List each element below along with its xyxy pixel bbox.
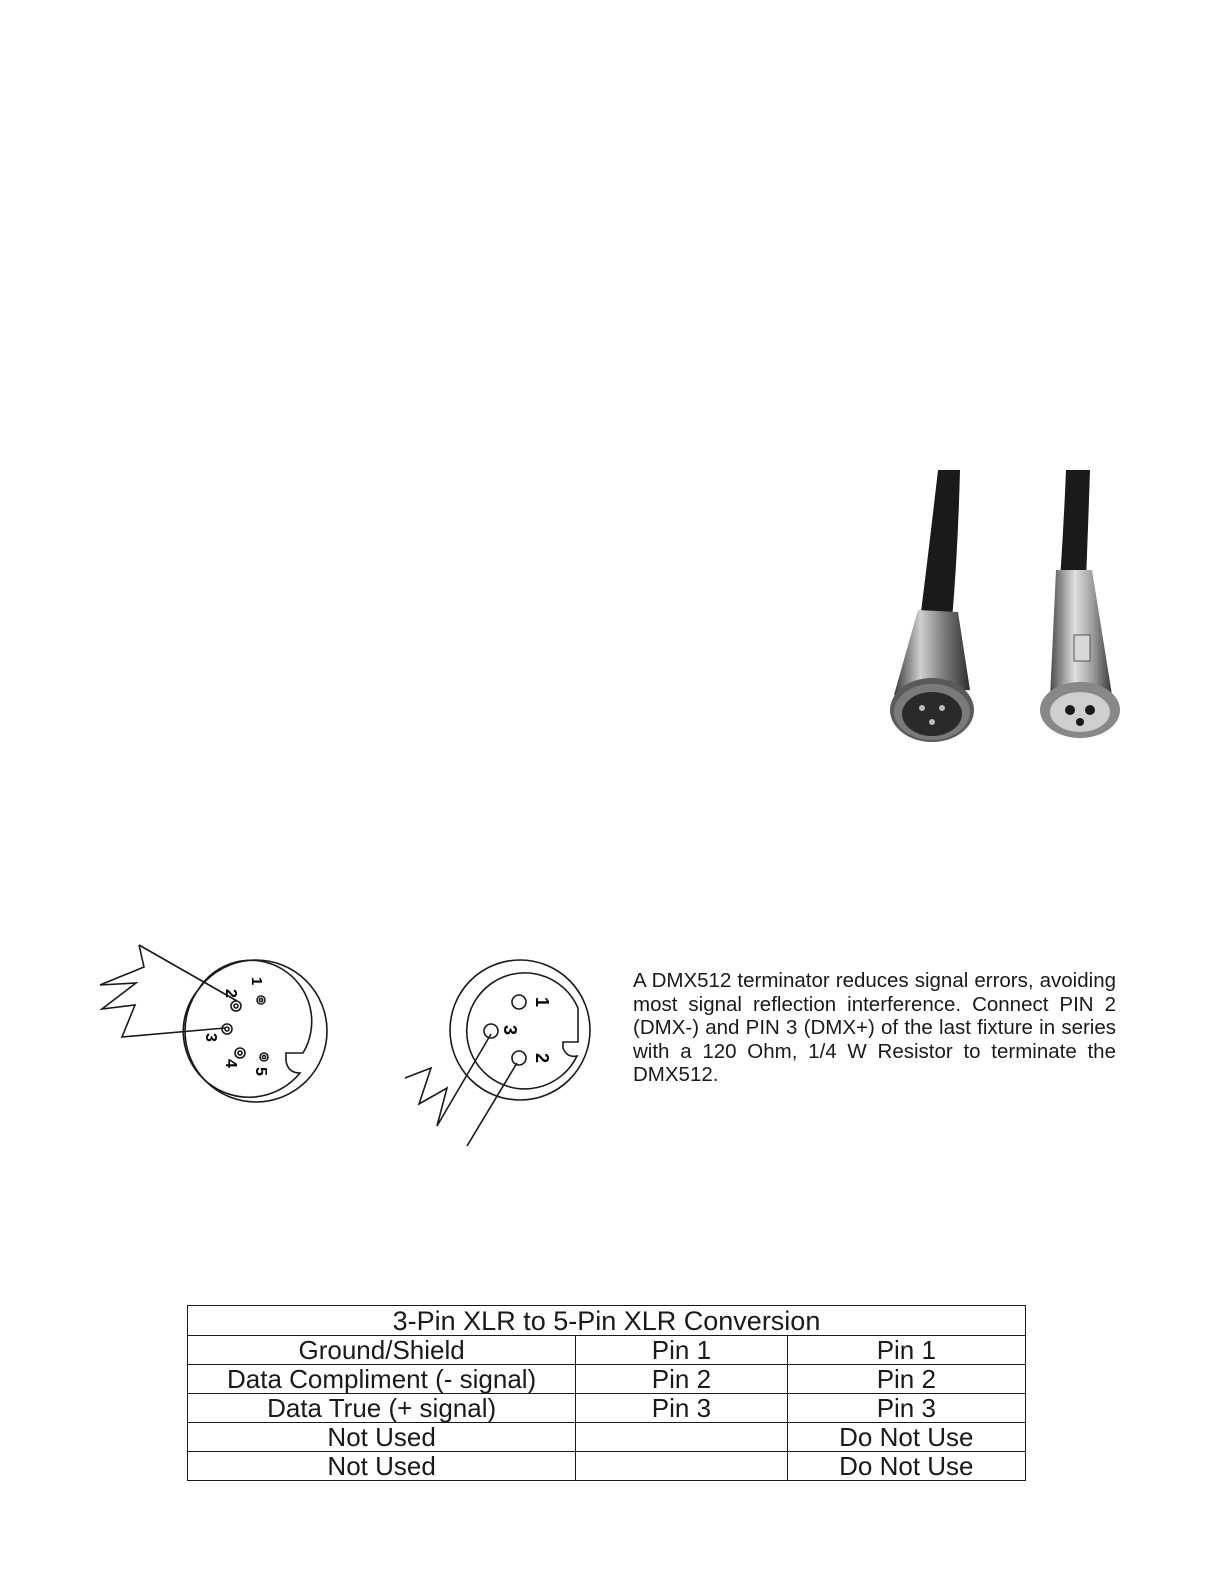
table-cell bbox=[576, 1452, 787, 1481]
table-cell: Pin 1 bbox=[576, 1336, 787, 1365]
xlr-cable-photo bbox=[880, 470, 1160, 780]
table-title-row bbox=[188, 1306, 1026, 1336]
pin3-label-1: 1 bbox=[532, 997, 552, 1008]
xlr-3pin-diagram bbox=[395, 948, 615, 1148]
table-cell: Pin 3 bbox=[576, 1394, 787, 1423]
table-cell: Pin 1 bbox=[787, 1336, 1025, 1365]
conversion-table bbox=[187, 1305, 1026, 1481]
pin5-label-2: 2 bbox=[222, 989, 239, 998]
table-cell: Pin 2 bbox=[787, 1365, 1025, 1394]
table-row bbox=[188, 1423, 1026, 1452]
table-row bbox=[188, 1336, 1026, 1365]
terminator-description: A DMX512 terminator reduces signal errors, avoiding most signal reflection interference. Connect PIN 2 (DMX-) and PIN 3 (DMX+) of the last fixture in series with a 120 Ohm, 1/4 W Resistor to terminate the DMX512. bbox=[633, 969, 1116, 1087]
table-cell: Ground/Shield bbox=[188, 1336, 576, 1365]
table-cell: Pin 3 bbox=[787, 1394, 1025, 1423]
table-row bbox=[188, 1394, 1026, 1423]
table-cell: Do Not Use bbox=[787, 1452, 1025, 1481]
table-cell: Pin 2 bbox=[576, 1365, 787, 1394]
pin5-label-5: 5 bbox=[252, 1067, 269, 1076]
table-row bbox=[188, 1452, 1026, 1481]
table-title: 3-Pin XLR to 5-Pin XLR Conversion bbox=[188, 1306, 1026, 1336]
pin3-label-2: 2 bbox=[532, 1053, 552, 1064]
xlr-5pin-diagram bbox=[90, 935, 350, 1135]
pin5-label-4: 4 bbox=[222, 1059, 239, 1068]
table-cell: Do Not Use bbox=[787, 1423, 1025, 1452]
table-cell: Data Compliment (- signal) bbox=[188, 1365, 576, 1394]
pin5-label-1: 1 bbox=[248, 977, 265, 986]
table-cell: Not Used bbox=[188, 1423, 576, 1452]
table-cell: Not Used bbox=[188, 1452, 576, 1481]
table-cell: Data True (+ signal) bbox=[188, 1394, 576, 1423]
pin3-label-3: 3 bbox=[500, 1025, 520, 1036]
pin5-label-3: 3 bbox=[202, 1033, 219, 1042]
table-row bbox=[188, 1365, 1026, 1394]
table-cell bbox=[576, 1423, 787, 1452]
